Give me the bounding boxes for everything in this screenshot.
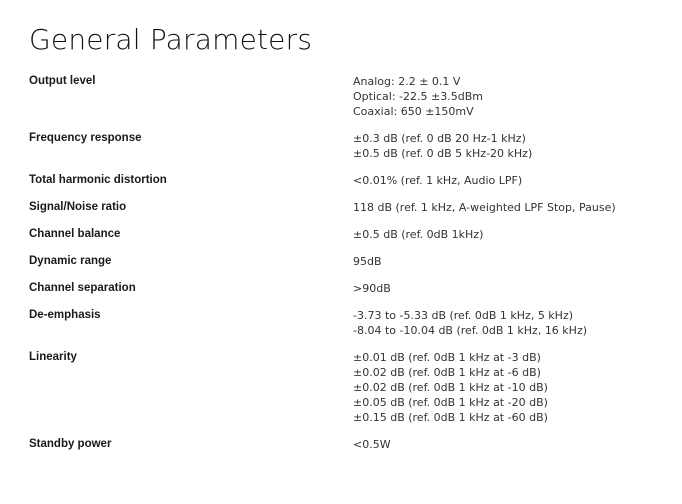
parameter-row [29, 254, 669, 269]
parameter-label: Total harmonic distortion [29, 174, 167, 186]
parameter-value: ±0.3 dB (ref. 0 dB 20 Hz-1 kHz) [353, 132, 526, 145]
parameter-value: <0.5W [353, 438, 391, 451]
parameter-value: Analog: 2.2 ± 0.1 V [353, 75, 461, 88]
parameter-value: ±0.01 dB (ref. 0dB 1 kHz at -3 dB) [353, 351, 541, 364]
parameter-label: Dynamic range [29, 255, 112, 267]
parameter-values [353, 281, 669, 296]
parameter-values [353, 437, 669, 452]
parameter-label: Linearity [29, 351, 77, 363]
parameter-value: 118 dB (ref. 1 kHz, A-weighted LPF Stop, Pause) [353, 201, 616, 214]
parameter-value: ±0.02 dB (ref. 0dB 1 kHz at -6 dB) [353, 366, 541, 379]
parameter-row [29, 227, 669, 242]
parameter-row [29, 350, 669, 425]
parameter-value: -3.73 to -5.33 dB (ref. 0dB 1 kHz, 5 kHz) [353, 309, 574, 322]
parameter-label: Output level [29, 75, 96, 87]
parameter-row [29, 74, 669, 119]
parameter-values [353, 131, 669, 161]
parameter-values [353, 74, 669, 119]
parameter-value: ±0.02 dB (ref. 0dB 1 kHz at -10 dB) [353, 381, 548, 394]
parameter-label: De-emphasis [29, 309, 101, 321]
parameter-row [29, 200, 669, 215]
parameter-values [353, 254, 669, 269]
parameter-values [353, 350, 669, 425]
parameter-value: >90dB [353, 282, 391, 295]
parameter-value: 95dB [353, 255, 382, 268]
parameter-values [353, 227, 669, 242]
parameter-values [353, 200, 669, 215]
parameter-label: Channel balance [29, 228, 121, 240]
parameter-value: ±0.15 dB (ref. 0dB 1 kHz at -60 dB) [353, 411, 548, 424]
parameter-row [29, 437, 669, 452]
parameter-value: <0.01% (ref. 1 kHz, Audio LPF) [353, 174, 523, 187]
parameter-label: Frequency response [29, 132, 142, 144]
parameter-value: ±0.5 dB (ref. 0 dB 5 kHz-20 kHz) [353, 147, 533, 160]
parameter-value: Optical: -22.5 ±3.5dBm [353, 90, 483, 103]
parameter-value: ±0.5 dB (ref. 0dB 1kHz) [353, 228, 484, 241]
parameter-label: Channel separation [29, 282, 136, 294]
parameter-label: Signal/Noise ratio [29, 201, 127, 213]
parameter-value: Coaxial: 650 ±150mV [353, 105, 474, 118]
parameter-label: Standby power [29, 438, 112, 450]
parameters-table [29, 74, 669, 452]
parameter-values [353, 173, 669, 188]
parameter-row [29, 173, 669, 188]
page-title: General Parameters [29, 23, 313, 56]
parameter-value: ±0.05 dB (ref. 0dB 1 kHz at -20 dB) [353, 396, 548, 409]
parameter-row [29, 131, 669, 161]
parameter-row [29, 308, 669, 338]
parameter-value: -8.04 to -10.04 dB (ref. 0dB 1 kHz, 16 kHz) [353, 324, 588, 337]
parameter-row [29, 281, 669, 296]
parameter-values [353, 308, 669, 338]
